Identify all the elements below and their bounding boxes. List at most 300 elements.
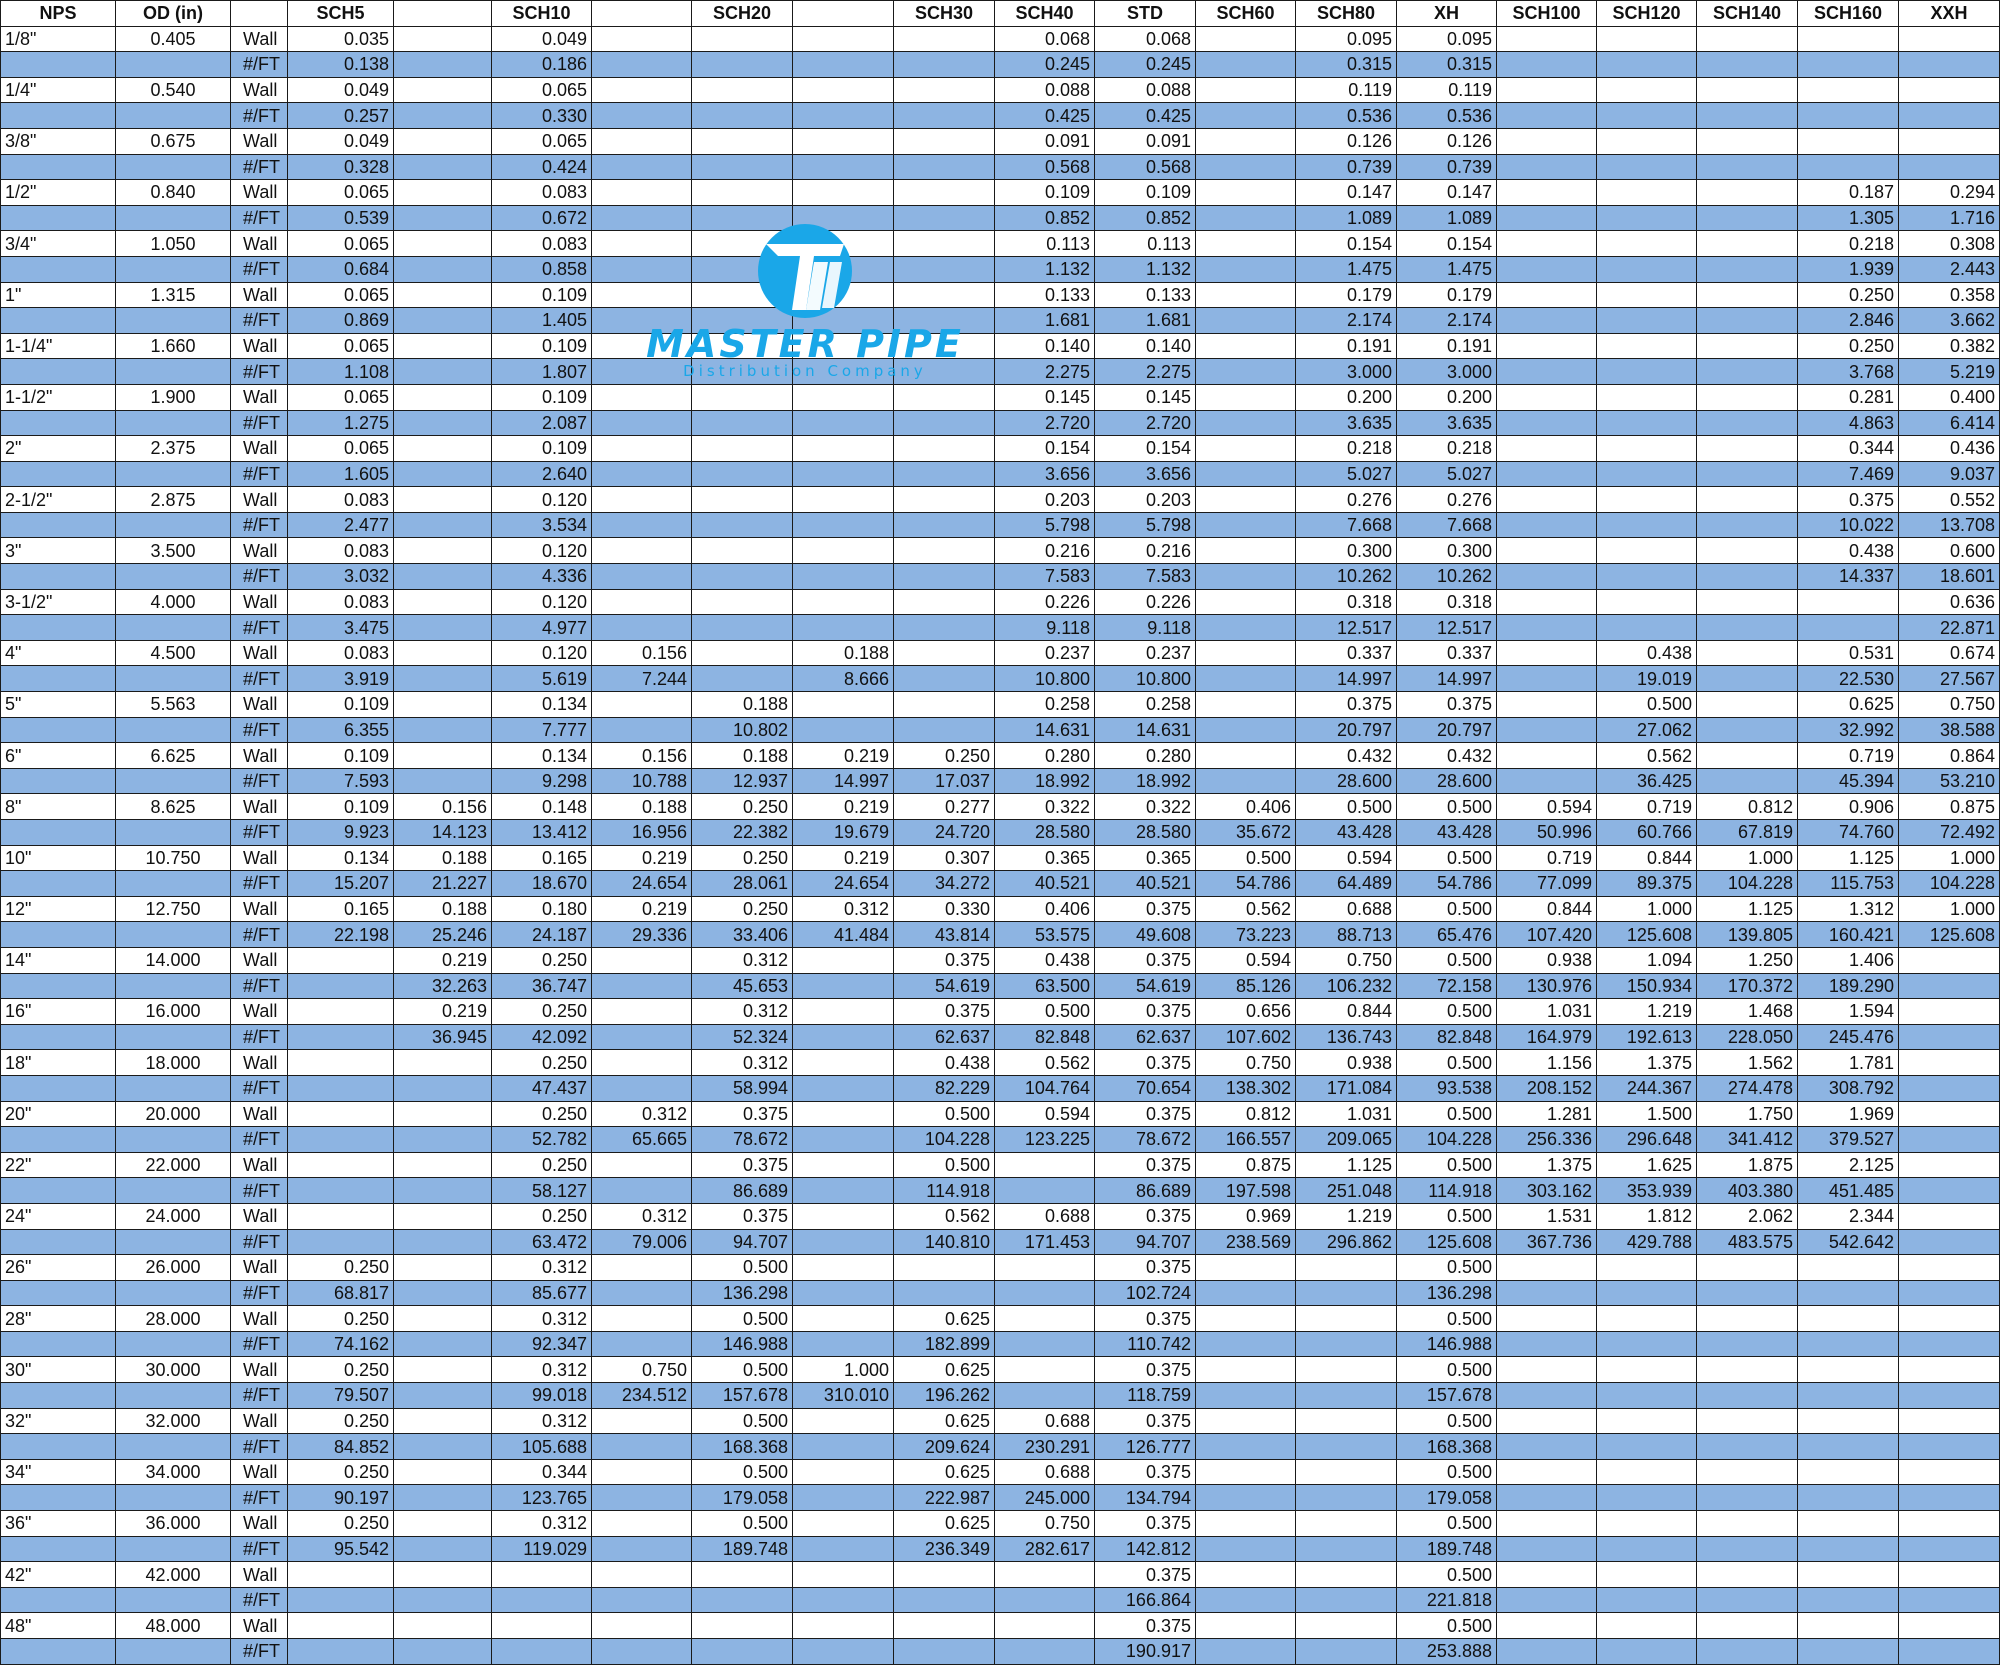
value-cell — [793, 1255, 894, 1281]
value-cell: 52.782 — [492, 1127, 592, 1153]
value-cell: 0.500 — [1397, 1306, 1497, 1332]
wall-thickness-row — [1, 333, 2000, 359]
value-cell — [394, 1613, 492, 1639]
value-cell: 0.672 — [492, 205, 592, 231]
weight-per-foot-row — [1, 1024, 2000, 1050]
value-cell — [1497, 487, 1597, 513]
nps-cell: 18" — [1, 1050, 116, 1076]
value-cell — [1597, 308, 1697, 334]
value-cell — [894, 384, 995, 410]
value-cell — [1196, 333, 1296, 359]
column-header: SCH160 — [1798, 1, 1899, 27]
value-cell: 22.382 — [692, 820, 793, 846]
od-cell — [116, 1639, 231, 1665]
value-cell: 0.500 — [1397, 947, 1497, 973]
value-cell: 21.227 — [394, 871, 492, 897]
value-cell: 0.312 — [592, 1101, 692, 1127]
value-cell — [894, 692, 995, 718]
value-cell: 0.049 — [288, 128, 394, 154]
value-cell — [1798, 128, 1899, 154]
value-cell: 36.747 — [492, 973, 592, 999]
value-cell — [394, 26, 492, 52]
value-cell: 0.500 — [894, 1152, 995, 1178]
value-cell: 1.375 — [1597, 1050, 1697, 1076]
value-cell: 2.275 — [995, 359, 1095, 385]
value-cell — [1899, 1562, 2000, 1588]
value-cell: 0.049 — [288, 77, 394, 103]
nps-cell — [1, 666, 116, 692]
row-type-label: Wall — [231, 947, 288, 973]
od-cell — [116, 1229, 231, 1255]
value-cell — [394, 1050, 492, 1076]
value-cell: 1.750 — [1697, 1101, 1798, 1127]
value-cell: 50.996 — [1497, 820, 1597, 846]
value-cell — [793, 973, 894, 999]
value-cell — [1196, 231, 1296, 257]
value-cell: 1.132 — [995, 256, 1095, 282]
value-cell — [1196, 1280, 1296, 1306]
value-cell: 0.065 — [288, 384, 394, 410]
nps-cell: 12" — [1, 896, 116, 922]
value-cell — [1196, 1511, 1296, 1537]
value-cell: 0.312 — [492, 1255, 592, 1281]
value-cell: 2.477 — [288, 512, 394, 538]
value-cell — [1697, 564, 1798, 590]
value-cell: 0.120 — [492, 487, 592, 513]
value-cell — [1697, 1408, 1798, 1434]
value-cell: 253.888 — [1397, 1639, 1497, 1665]
value-cell — [1697, 1639, 1798, 1665]
value-cell: 0.203 — [1095, 487, 1196, 513]
value-cell: 0.315 — [1296, 52, 1397, 78]
column-header: STD — [1095, 1, 1196, 27]
value-cell: 134.794 — [1095, 1485, 1196, 1511]
column-header: OD (in) — [116, 1, 231, 27]
value-cell — [692, 1587, 793, 1613]
value-cell — [692, 1562, 793, 1588]
value-cell: 65.665 — [592, 1127, 692, 1153]
value-cell — [1196, 461, 1296, 487]
weight-per-foot-row — [1, 154, 2000, 180]
value-cell: 58.994 — [692, 1075, 793, 1101]
value-cell — [592, 154, 692, 180]
nps-cell: 30" — [1, 1357, 116, 1383]
nps-cell: 4" — [1, 640, 116, 666]
value-cell — [692, 231, 793, 257]
value-cell — [894, 359, 995, 385]
value-cell: 0.245 — [1095, 52, 1196, 78]
value-cell — [1196, 1562, 1296, 1588]
value-cell — [894, 1562, 995, 1588]
value-cell — [592, 308, 692, 334]
value-cell — [894, 231, 995, 257]
value-cell: 189.748 — [1397, 1536, 1497, 1562]
value-cell: 7.777 — [492, 717, 592, 743]
value-cell — [592, 128, 692, 154]
value-cell: 18.992 — [995, 768, 1095, 794]
value-cell — [1899, 52, 2000, 78]
value-cell: 1.625 — [1597, 1152, 1697, 1178]
value-cell — [592, 410, 692, 436]
value-cell: 244.367 — [1597, 1075, 1697, 1101]
value-cell: 3.635 — [1397, 410, 1497, 436]
value-cell: 0.250 — [288, 1357, 394, 1383]
value-cell — [793, 180, 894, 206]
value-cell — [1798, 1562, 1899, 1588]
value-cell: 123.225 — [995, 1127, 1095, 1153]
nps-cell — [1, 52, 116, 78]
row-type-label: #/FT — [231, 308, 288, 334]
value-cell: 82.229 — [894, 1075, 995, 1101]
value-cell — [1497, 1536, 1597, 1562]
nps-cell: 5" — [1, 692, 116, 718]
value-cell: 99.018 — [492, 1383, 592, 1409]
value-cell: 0.500 — [995, 999, 1095, 1025]
value-cell: 102.724 — [1095, 1280, 1196, 1306]
value-cell — [1697, 615, 1798, 641]
value-cell: 189.748 — [692, 1536, 793, 1562]
value-cell: 0.065 — [492, 77, 592, 103]
value-cell: 0.188 — [692, 743, 793, 769]
value-cell — [1899, 1331, 2000, 1357]
value-cell — [394, 768, 492, 794]
value-cell — [1597, 26, 1697, 52]
value-cell: 209.624 — [894, 1434, 995, 1460]
value-cell: 78.672 — [1095, 1127, 1196, 1153]
value-cell — [1196, 436, 1296, 462]
value-cell: 10.022 — [1798, 512, 1899, 538]
value-cell — [793, 461, 894, 487]
value-cell: 2.720 — [1095, 410, 1196, 436]
value-cell: 0.219 — [793, 794, 894, 820]
value-cell — [793, 1127, 894, 1153]
value-cell — [1798, 154, 1899, 180]
value-cell: 0.179 — [1397, 282, 1497, 308]
weight-per-foot-row — [1, 1280, 2000, 1306]
value-cell — [394, 333, 492, 359]
value-cell: 35.672 — [1196, 820, 1296, 846]
value-cell: 9.118 — [1095, 615, 1196, 641]
value-cell — [793, 1639, 894, 1665]
value-cell — [1196, 564, 1296, 590]
value-cell: 0.375 — [1095, 1050, 1196, 1076]
value-cell — [894, 52, 995, 78]
value-cell — [1597, 410, 1697, 436]
value-cell: 0.147 — [1397, 180, 1497, 206]
value-cell: 296.862 — [1296, 1229, 1397, 1255]
value-cell — [894, 26, 995, 52]
value-cell — [1196, 180, 1296, 206]
wall-thickness-row — [1, 1459, 2000, 1485]
value-cell — [1798, 1408, 1899, 1434]
value-cell — [1697, 743, 1798, 769]
value-cell — [1597, 359, 1697, 385]
value-cell — [793, 1587, 894, 1613]
value-cell — [1697, 205, 1798, 231]
value-cell — [1497, 1639, 1597, 1665]
value-cell: 0.049 — [492, 26, 592, 52]
value-cell: 379.527 — [1798, 1127, 1899, 1153]
value-cell: 1.000 — [1697, 845, 1798, 871]
value-cell — [1697, 410, 1798, 436]
nps-cell: 6" — [1, 743, 116, 769]
value-cell — [1196, 282, 1296, 308]
value-cell — [1296, 1613, 1397, 1639]
value-cell: 2.443 — [1899, 256, 2000, 282]
od-cell — [116, 154, 231, 180]
value-cell — [894, 308, 995, 334]
value-cell: 43.428 — [1296, 820, 1397, 846]
nps-cell — [1, 1331, 116, 1357]
value-cell: 114.918 — [1397, 1178, 1497, 1204]
value-cell: 4.863 — [1798, 410, 1899, 436]
value-cell — [894, 436, 995, 462]
value-cell — [894, 717, 995, 743]
value-cell — [1798, 1536, 1899, 1562]
value-cell: 0.674 — [1899, 640, 2000, 666]
value-cell — [1697, 1536, 1798, 1562]
value-cell: 0.719 — [1597, 794, 1697, 820]
value-cell: 114.918 — [894, 1178, 995, 1204]
value-cell: 0.280 — [1095, 743, 1196, 769]
value-cell — [1196, 1536, 1296, 1562]
value-cell: 1.500 — [1597, 1101, 1697, 1127]
value-cell: 0.500 — [692, 1306, 793, 1332]
value-cell — [692, 487, 793, 513]
value-cell: 0.109 — [492, 436, 592, 462]
value-cell: 136.743 — [1296, 1024, 1397, 1050]
value-cell — [1497, 1280, 1597, 1306]
value-cell: 0.250 — [692, 896, 793, 922]
value-cell — [592, 231, 692, 257]
value-cell — [1597, 333, 1697, 359]
value-cell: 28.600 — [1397, 768, 1497, 794]
weight-per-foot-row — [1, 1229, 2000, 1255]
value-cell: 0.438 — [995, 947, 1095, 973]
value-cell — [1597, 589, 1697, 615]
value-cell — [793, 1101, 894, 1127]
value-cell: 197.598 — [1196, 1178, 1296, 1204]
value-cell: 32.992 — [1798, 717, 1899, 743]
value-cell: 0.148 — [492, 794, 592, 820]
value-cell — [1597, 1255, 1697, 1281]
value-cell — [1296, 1255, 1397, 1281]
value-cell: 115.753 — [1798, 871, 1899, 897]
value-cell — [1697, 538, 1798, 564]
value-cell — [1196, 640, 1296, 666]
value-cell — [1597, 1639, 1697, 1665]
od-cell — [116, 666, 231, 692]
value-cell — [394, 231, 492, 257]
value-cell: 45.394 — [1798, 768, 1899, 794]
value-cell — [1597, 1408, 1697, 1434]
row-type-label: #/FT — [231, 615, 288, 641]
wall-thickness-row — [1, 128, 2000, 154]
value-cell — [592, 1306, 692, 1332]
value-cell: 0.375 — [692, 1101, 793, 1127]
value-cell: 0.113 — [995, 231, 1095, 257]
value-cell: 150.934 — [1597, 973, 1697, 999]
value-cell — [1296, 1511, 1397, 1537]
value-cell — [1196, 487, 1296, 513]
value-cell — [394, 717, 492, 743]
value-cell — [793, 333, 894, 359]
value-cell: 0.812 — [1196, 1101, 1296, 1127]
value-cell — [793, 384, 894, 410]
value-cell: 0.500 — [1397, 1203, 1497, 1229]
od-cell — [116, 205, 231, 231]
value-cell — [1497, 564, 1597, 590]
value-cell — [692, 308, 793, 334]
value-cell: 0.065 — [288, 180, 394, 206]
value-cell: 0.562 — [1597, 743, 1697, 769]
value-cell — [1597, 1459, 1697, 1485]
value-cell — [492, 1613, 592, 1639]
value-cell: 0.126 — [1296, 128, 1397, 154]
wall-thickness-row — [1, 743, 2000, 769]
value-cell: 94.707 — [692, 1229, 793, 1255]
value-cell: 24.187 — [492, 922, 592, 948]
od-cell: 1.050 — [116, 231, 231, 257]
value-cell — [394, 384, 492, 410]
value-cell: 24.654 — [793, 871, 894, 897]
value-cell — [793, 52, 894, 78]
value-cell: 0.312 — [793, 896, 894, 922]
value-cell — [1196, 1255, 1296, 1281]
row-type-label: #/FT — [231, 154, 288, 180]
value-cell: 82.848 — [995, 1024, 1095, 1050]
value-cell — [592, 1331, 692, 1357]
value-cell — [1196, 615, 1296, 641]
value-cell: 0.594 — [995, 1101, 1095, 1127]
value-cell: 0.500 — [1196, 845, 1296, 871]
value-cell: 7.668 — [1296, 512, 1397, 538]
value-cell — [592, 384, 692, 410]
value-cell: 1.094 — [1597, 947, 1697, 973]
value-cell — [288, 1587, 394, 1613]
value-cell — [1697, 1485, 1798, 1511]
value-cell: 0.300 — [1397, 538, 1497, 564]
value-cell: 63.472 — [492, 1229, 592, 1255]
value-cell — [1196, 1459, 1296, 1485]
value-cell — [1798, 1306, 1899, 1332]
value-cell: 222.987 — [894, 1485, 995, 1511]
value-cell: 14.631 — [995, 717, 1095, 743]
value-cell: 142.812 — [1095, 1536, 1196, 1562]
value-cell — [394, 1203, 492, 1229]
value-cell: 367.736 — [1497, 1229, 1597, 1255]
value-cell — [1296, 1639, 1397, 1665]
value-cell — [1196, 1434, 1296, 1460]
weight-per-foot-row — [1, 1485, 2000, 1511]
value-cell: 94.707 — [1095, 1229, 1196, 1255]
value-cell — [1497, 308, 1597, 334]
value-cell: 18.601 — [1899, 564, 2000, 590]
nps-cell: 10" — [1, 845, 116, 871]
column-header: SCH10 — [492, 1, 592, 27]
value-cell: 196.262 — [894, 1383, 995, 1409]
value-cell: 0.109 — [492, 384, 592, 410]
value-cell: 1.681 — [1095, 308, 1196, 334]
value-cell — [1597, 1536, 1697, 1562]
weight-per-foot-row — [1, 615, 2000, 641]
value-cell: 0.180 — [492, 896, 592, 922]
value-cell: 0.250 — [288, 1255, 394, 1281]
value-cell — [1697, 717, 1798, 743]
value-cell: 5.619 — [492, 666, 592, 692]
value-cell — [1697, 1434, 1798, 1460]
value-cell: 0.500 — [1397, 1357, 1497, 1383]
value-cell: 1.250 — [1697, 947, 1798, 973]
value-cell: 0.375 — [692, 1203, 793, 1229]
value-cell: 47.437 — [492, 1075, 592, 1101]
row-type-label: #/FT — [231, 1587, 288, 1613]
value-cell — [894, 256, 995, 282]
value-cell: 126.777 — [1095, 1434, 1196, 1460]
value-cell — [1798, 1383, 1899, 1409]
value-cell — [394, 205, 492, 231]
value-cell: 0.425 — [1095, 103, 1196, 129]
nps-cell — [1, 256, 116, 282]
value-cell: 429.788 — [1597, 1229, 1697, 1255]
value-cell — [1798, 589, 1899, 615]
value-cell — [394, 1127, 492, 1153]
value-cell: 0.188 — [793, 640, 894, 666]
value-cell — [1697, 359, 1798, 385]
value-cell — [1497, 538, 1597, 564]
od-cell — [116, 1127, 231, 1153]
od-cell — [116, 922, 231, 948]
value-cell: 68.817 — [288, 1280, 394, 1306]
value-cell: 0.844 — [1497, 896, 1597, 922]
od-cell: 3.500 — [116, 538, 231, 564]
value-cell — [1899, 1127, 2000, 1153]
value-cell: 0.237 — [995, 640, 1095, 666]
od-cell: 0.840 — [116, 180, 231, 206]
od-cell — [116, 1383, 231, 1409]
value-cell: 45.653 — [692, 973, 793, 999]
value-cell: 0.844 — [1296, 999, 1397, 1025]
value-cell: 0.938 — [1296, 1050, 1397, 1076]
row-type-label: Wall — [231, 1101, 288, 1127]
value-cell: 0.375 — [1095, 1152, 1196, 1178]
value-cell — [894, 487, 995, 513]
value-cell: 0.191 — [1296, 333, 1397, 359]
value-cell: 0.250 — [1798, 282, 1899, 308]
value-cell — [1497, 282, 1597, 308]
row-type-label: #/FT — [231, 820, 288, 846]
value-cell: 0.812 — [1697, 794, 1798, 820]
value-cell: 0.065 — [492, 128, 592, 154]
wall-thickness-row — [1, 1255, 2000, 1281]
value-cell: 104.764 — [995, 1075, 1095, 1101]
value-cell — [1697, 589, 1798, 615]
value-cell — [1296, 1408, 1397, 1434]
nps-cell: 1-1/2" — [1, 384, 116, 410]
value-cell: 0.539 — [288, 205, 394, 231]
row-type-label: #/FT — [231, 205, 288, 231]
row-type-label: #/FT — [231, 666, 288, 692]
value-cell: 22.198 — [288, 922, 394, 948]
value-cell: 0.500 — [692, 1357, 793, 1383]
value-cell: 0.500 — [692, 1408, 793, 1434]
od-cell — [116, 871, 231, 897]
value-cell — [288, 1639, 394, 1665]
value-cell — [1296, 1562, 1397, 1588]
value-cell — [592, 180, 692, 206]
value-cell — [995, 1306, 1095, 1332]
value-cell: 79.507 — [288, 1383, 394, 1409]
